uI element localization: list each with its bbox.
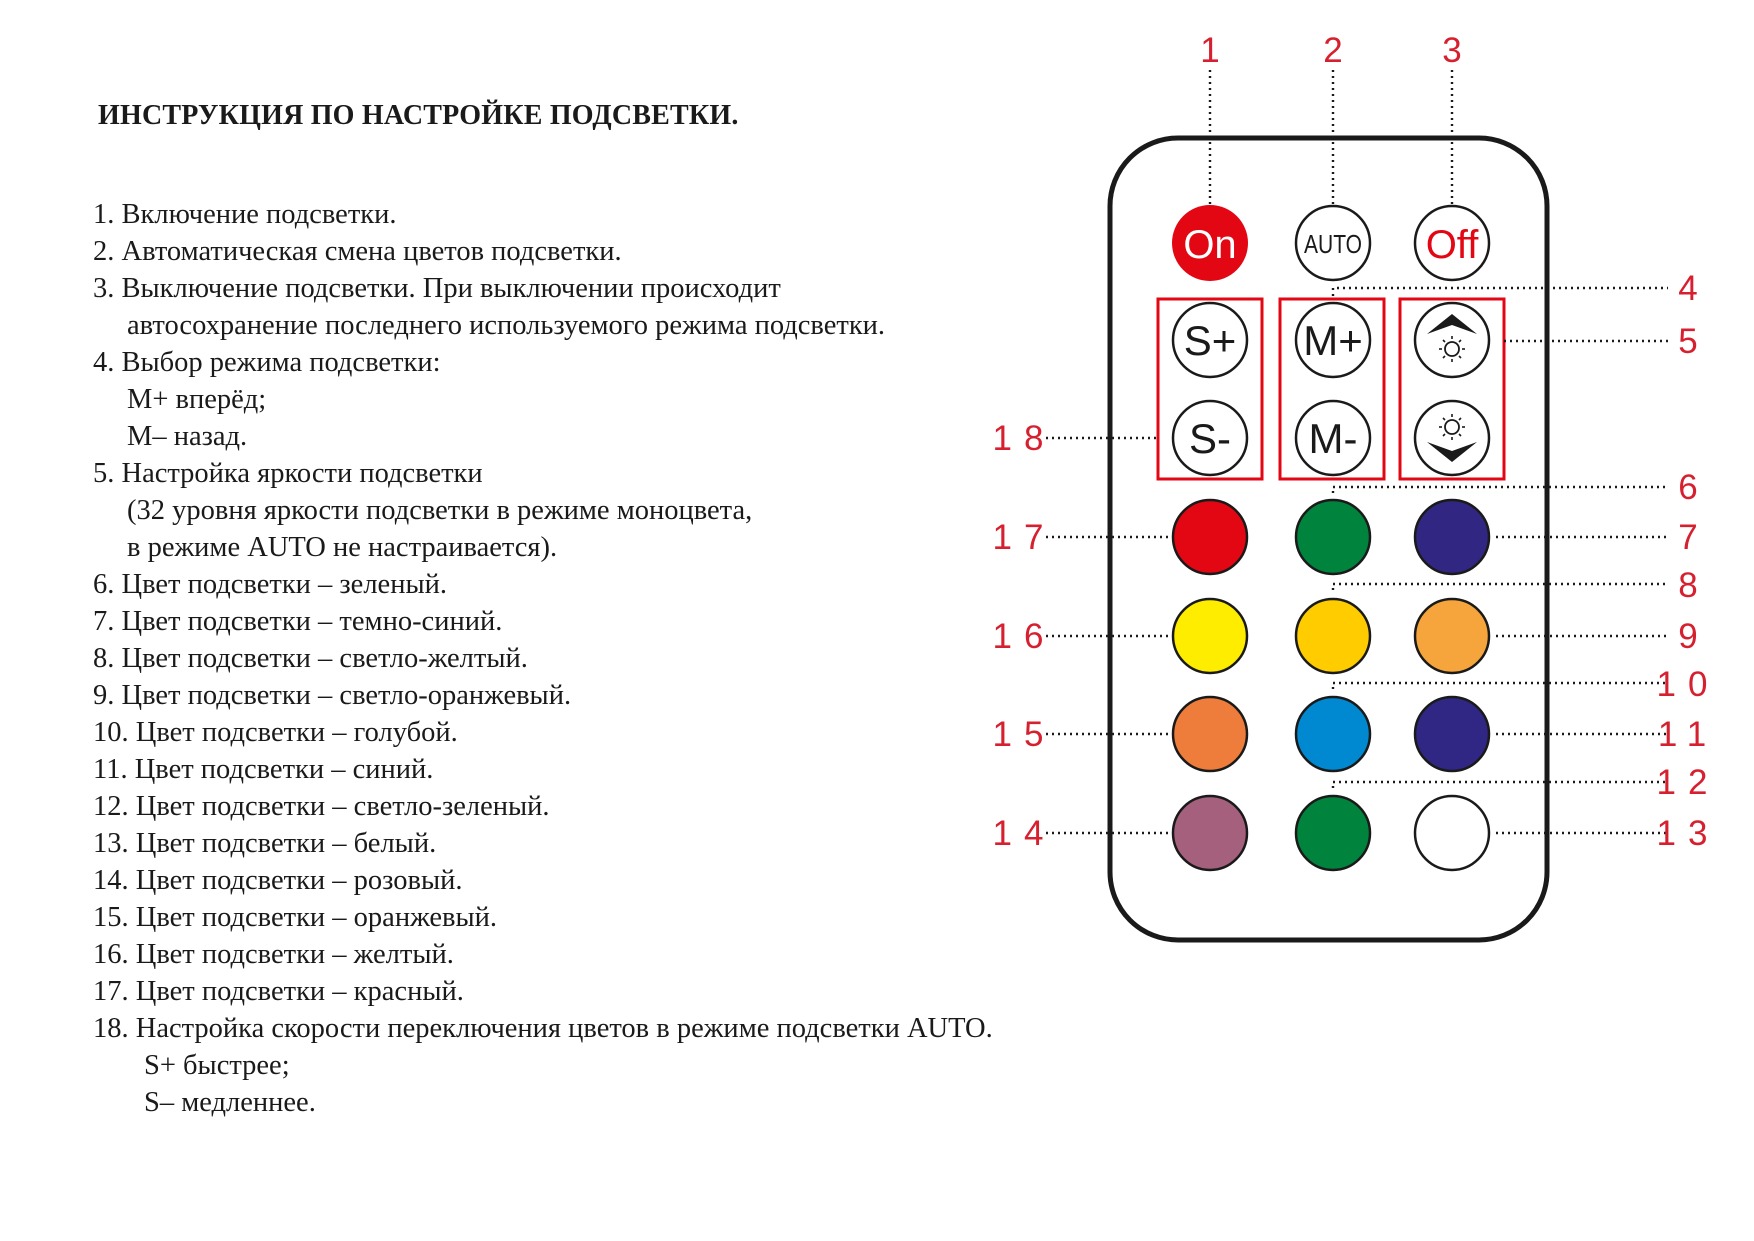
callout-number: 3 (1442, 31, 1462, 70)
on-button-label: On (1183, 223, 1237, 267)
callout-number: 17 (992, 518, 1056, 557)
color-button-blue[interactable] (1415, 697, 1489, 771)
instruction-line: автосохранение последнего используемого режима подсветки. (127, 310, 886, 341)
callout-number: 5 (1678, 322, 1698, 361)
mode-next-label: M+ (1303, 317, 1363, 364)
instruction-line: 10. Цвет подсветки – голубой. (93, 717, 458, 748)
callout-number: 16 (992, 617, 1056, 656)
callout-number: 11 (1657, 715, 1719, 754)
instruction-line: 15. Цвет подсветки – оранжевый. (93, 902, 498, 933)
callout-number: 1 (1200, 31, 1220, 70)
callout-number: 18 (992, 419, 1056, 458)
mode-next-button[interactable] (1296, 303, 1370, 377)
callout-number: 7 (1678, 518, 1698, 557)
mode-prev-label: M- (1308, 415, 1358, 462)
page-title: ИНСТРУКЦИЯ ПО НАСТРОЙКЕ ПОДСВЕТКИ. (98, 100, 739, 131)
instruction-line: 18. Настройка скорости переключения цветов в режиме подсветки AUTO. (93, 1013, 993, 1044)
instruction-line: М– назад. (127, 421, 248, 452)
instruction-line: S+ быстрее; (144, 1050, 290, 1081)
color-button-light-orange[interactable] (1415, 599, 1489, 673)
instruction-line: 3. Выключение подсветки. При выключении происходит (93, 273, 781, 304)
brightness-up-button[interactable] (1415, 303, 1489, 377)
callout-number: 12 (1656, 763, 1720, 802)
callout-number: 6 (1678, 468, 1698, 507)
instruction-line: 12. Цвет подсветки – светло-зеленый. (93, 791, 550, 822)
instruction-line: в режиме AUTO не настраивается). (127, 532, 558, 563)
off-button[interactable] (1415, 206, 1489, 280)
callout-number: 9 (1678, 617, 1698, 656)
color-button-green[interactable] (1296, 500, 1370, 574)
speed-down-label: S- (1189, 415, 1231, 462)
callout-number: 13 (1656, 814, 1720, 853)
color-button-light-yellow[interactable] (1296, 599, 1370, 673)
instruction-line: М+ вперёд; (127, 384, 267, 415)
callout-number: 2 (1323, 31, 1343, 70)
instruction-line: 1. Включение подсветки. (93, 199, 397, 230)
instruction-line: 11. Цвет подсветки – синий. (93, 754, 434, 785)
instruction-line: 16. Цвет подсветки – желтый. (93, 939, 454, 970)
callout-number: 15 (992, 715, 1056, 754)
callout-number: 14 (992, 814, 1056, 853)
callout-number: 8 (1678, 566, 1698, 605)
speed-up-label: S+ (1183, 317, 1237, 364)
instruction-line: 6. Цвет подсветки – зеленый. (93, 569, 447, 600)
auto-button[interactable] (1296, 206, 1370, 280)
callout-number: 10 (1656, 665, 1720, 704)
off-button-label: Off (1425, 223, 1479, 267)
instruction-line: (32 уровня яркости подсветки в режиме моноцвета, (127, 495, 753, 526)
instruction-line: 8. Цвет подсветки – светло-желтый. (93, 643, 528, 674)
callout-number: 4 (1678, 269, 1698, 308)
color-button-yellow[interactable] (1173, 599, 1247, 673)
speed-down-button[interactable] (1173, 401, 1247, 475)
color-button-dark-blue[interactable] (1415, 500, 1489, 574)
instruction-line: 9. Цвет подсветки – светло-оранжевый. (93, 680, 572, 711)
mode-prev-button[interactable] (1296, 401, 1370, 475)
on-button[interactable] (1172, 205, 1248, 281)
color-button-white[interactable] (1415, 796, 1489, 870)
color-button-orange[interactable] (1173, 697, 1247, 771)
speed-up-button[interactable] (1173, 303, 1247, 377)
instruction-line: S– медленнее. (144, 1087, 316, 1118)
auto-button-label: AUTO (1304, 229, 1362, 259)
color-button-light-green[interactable] (1296, 796, 1370, 870)
color-button-light-blue[interactable] (1296, 697, 1370, 771)
brightness-down-button[interactable] (1415, 401, 1489, 475)
color-button-pink[interactable] (1173, 796, 1247, 870)
instruction-line: 7. Цвет подсветки – темно-синий. (93, 606, 503, 637)
color-button-red[interactable] (1173, 500, 1247, 574)
instruction-line: 4. Выбор режима подсветки: (93, 347, 441, 378)
instruction-line: 2. Автоматическая смена цветов подсветки. (93, 236, 622, 267)
instruction-line: 5. Настройка яркости подсветки (93, 458, 483, 489)
instruction-line: 17. Цвет подсветки – красный. (93, 976, 464, 1007)
instruction-line: 14. Цвет подсветки – розовый. (93, 865, 463, 896)
instruction-line: 13. Цвет подсветки – белый. (93, 828, 437, 859)
